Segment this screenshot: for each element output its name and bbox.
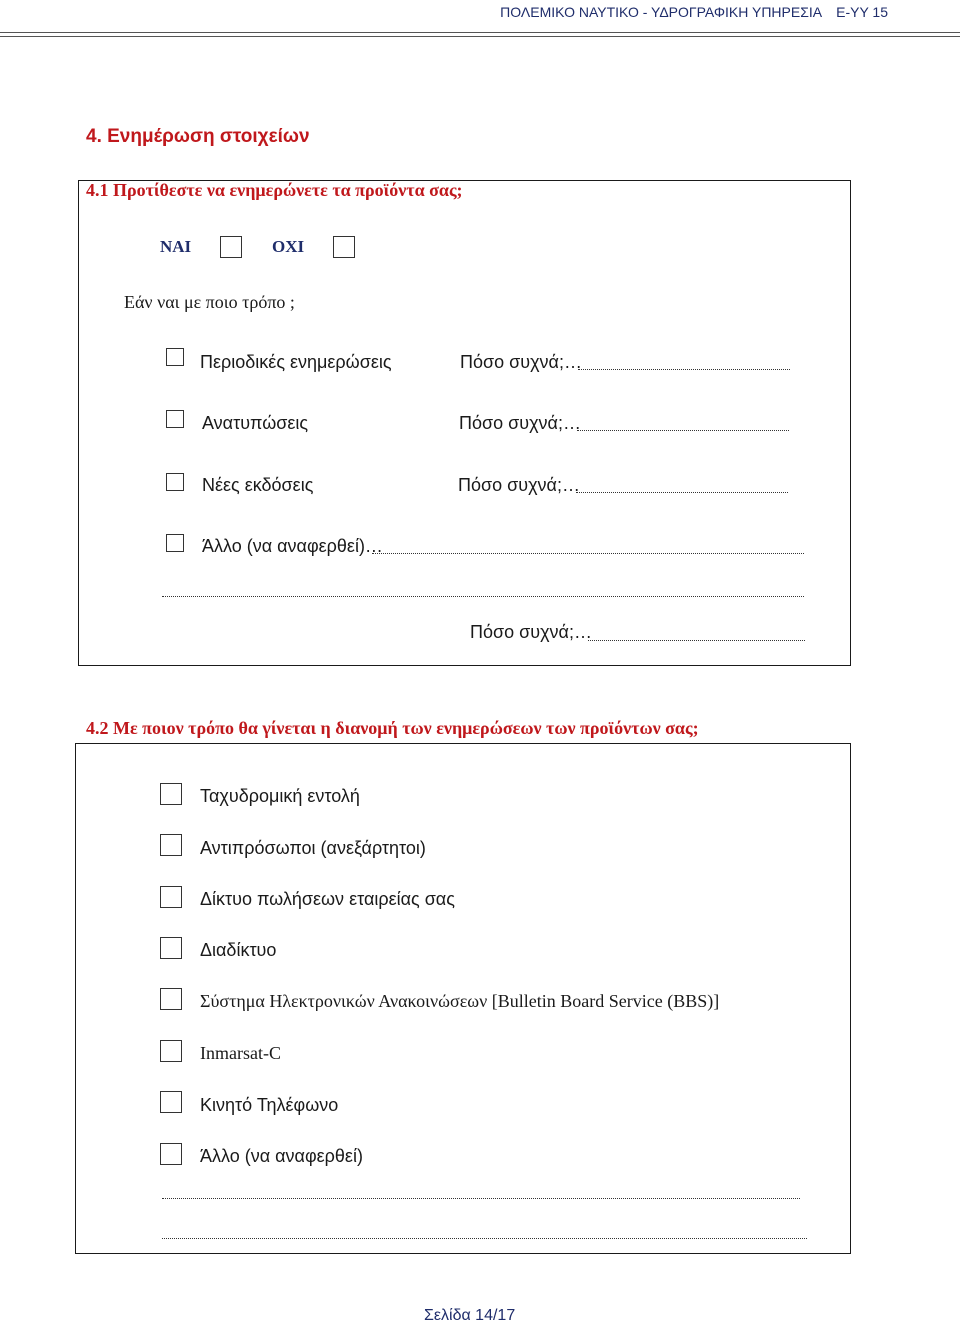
other-distribution-checkbox[interactable] xyxy=(160,1143,182,1165)
other-distribution-field[interactable] xyxy=(162,1198,800,1199)
other-distribution-label: Άλλο (να αναφερθεί) xyxy=(200,1146,363,1166)
agents-label: Αντιπρόσωποι (ανεξάρτητοι) xyxy=(200,838,426,858)
no-label: ΟΧΙ xyxy=(272,237,305,256)
header-rule-bottom xyxy=(0,36,960,37)
reprints-frequency: Πόσο συχνά;… xyxy=(459,413,581,433)
header-org: ΠΟΛΕΜΙΚΟ ΝΑΥΤΙΚΟ - ΥΔΡΟΓΡΑΦΙΚΗ ΥΠΗΡΕΣΙΑ xyxy=(500,4,823,20)
section-title: 4. Ενημέρωση στοιχείων xyxy=(86,126,310,147)
no-checkbox[interactable] xyxy=(333,236,355,258)
other-method-label: Άλλο (να αναφερθεί)… xyxy=(202,536,383,556)
other-method-frequency-field[interactable] xyxy=(588,640,805,641)
bbs-label: Σύστημα Ηλεκτρονικών Ανακοινώσεων [Bulletin Board Service (BBS)] xyxy=(200,991,720,1011)
postal-order-label: Ταχυδρομική εντολή xyxy=(200,786,360,806)
other-method-checkbox[interactable] xyxy=(166,534,184,552)
new-editions-label: Νέες εκδόσεις xyxy=(202,475,314,495)
inmarsat-label: Inmarsat-C xyxy=(200,1043,281,1063)
sales-network-label: Δίκτυο πωλήσεων εταιρείας σας xyxy=(200,889,455,909)
reprints-label: Ανατυπώσεις xyxy=(202,413,309,433)
header-code: Ε-ΥΥ 15 xyxy=(836,4,888,20)
q1-title: 4.1 Προτίθεστε να ενημερώνετε τα προϊόντα σας; xyxy=(86,180,463,200)
new-editions-frequency: Πόσο συχνά;… xyxy=(458,475,580,495)
bbs-checkbox[interactable] xyxy=(160,988,182,1010)
agents-checkbox[interactable] xyxy=(160,834,182,856)
other-method-field-line2[interactable] xyxy=(162,596,804,597)
other-method-frequency: Πόσο συχνά;… xyxy=(470,622,592,642)
postal-order-checkbox[interactable] xyxy=(160,783,182,805)
if-yes-prompt: Εάν ναι με ποιο τρόπο ; xyxy=(124,292,295,312)
periodic-updates-checkbox[interactable] xyxy=(166,348,184,366)
periodic-updates-frequency: Πόσο συχνά;… xyxy=(460,352,582,372)
page-number: Σελίδα 14/17 xyxy=(424,1307,516,1324)
page-header xyxy=(500,4,888,20)
other-method-field[interactable] xyxy=(372,553,804,554)
mobile-phone-label: Κινητό Τηλέφωνο xyxy=(200,1095,339,1115)
yes-label: ΝΑΙ xyxy=(160,237,192,256)
sales-network-checkbox[interactable] xyxy=(160,886,182,908)
periodic-updates-frequency-field[interactable] xyxy=(578,369,790,370)
reprints-frequency-field[interactable] xyxy=(577,430,789,431)
periodic-updates-label: Περιοδικές ενημερώσεις xyxy=(200,352,392,372)
other-distribution-field-line2[interactable] xyxy=(162,1238,807,1239)
reprints-checkbox[interactable] xyxy=(166,410,184,428)
header-rule-top xyxy=(0,32,960,33)
new-editions-frequency-field[interactable] xyxy=(576,492,788,493)
internet-label: Διαδίκτυο xyxy=(200,940,277,960)
yes-checkbox[interactable] xyxy=(220,236,242,258)
mobile-phone-checkbox[interactable] xyxy=(160,1091,182,1113)
internet-checkbox[interactable] xyxy=(160,937,182,959)
inmarsat-checkbox[interactable] xyxy=(160,1040,182,1062)
new-editions-checkbox[interactable] xyxy=(166,473,184,491)
q2-title: 4.2 Με ποιον τρόπο θα γίνεται η διανομή των ενημερώσεων των προϊόντων σας; xyxy=(86,718,699,738)
